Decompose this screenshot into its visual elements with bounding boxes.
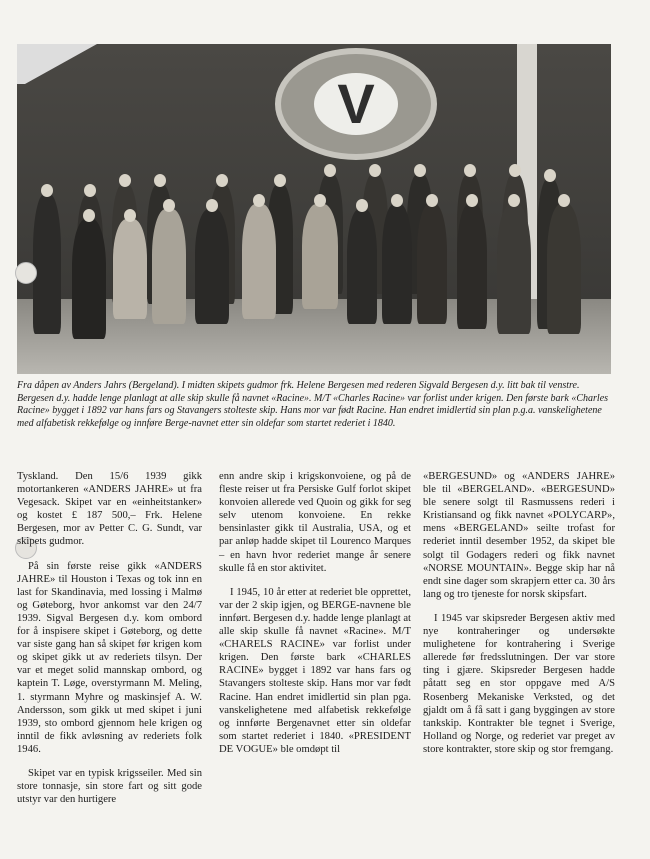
paragraph: enn andre skip i krigskonvoiene, og på de fleste reiser ut fra Persiske Gulf forlot skipet konvoien allerede ved Quoin og gikk for seg selv utenom konvoiene. En rekke bensinlaster gikk til Australia, USA, og et par anløp hadde skipet til Lourenco Marques – en havn hvor rederiet mange år senere skulle få en stor aktivitet. <box>219 471 411 574</box>
person <box>242 204 276 319</box>
person <box>302 204 338 309</box>
person <box>195 209 229 324</box>
text-column-2 <box>219 470 411 767</box>
text-column-1 <box>17 470 202 817</box>
person <box>72 219 106 339</box>
person <box>33 194 61 334</box>
person <box>152 209 186 324</box>
emblem-letter: V <box>314 73 398 135</box>
paragraph: Skipet var en typisk krigsseiler. Med sin store tonnasje, sin store fart og sitt gode utstyr var den hurtigere <box>17 767 202 806</box>
paragraph: På sin første reise gikk «ANDERS JAHRE» til Houston i Texas og tok inn en last for Skandinavia, med lossing i Malmø og Gøteborg, hvor ankomst var den 24/7 1939. Sigval Bergesen d.y. kom ombord for å inspisere skipet i Gøteborg, og dette var siste gang han så skipet før krigen kom og skipet gikk ut av rederiets tilsyn. Der var et meget solid mannskap ombord, og kaptein T. Løge, overstyrmann M. Meling, 1. styrmann Myhre og maskinsjef A. W. Andersson, som gikk ut med skipet i juni 1939, sto ombord gjennom hele krigen og inntil de fikk avløsning av rederiets folk 1946. <box>17 560 202 755</box>
paragraph: I 1945, 10 år etter at rederiet ble opprettet, var der 2 skip igjen, og BERGE-navnene ble innført. Bergesen d.y. hadde lenge planlagt at alle skip skulle få navnet «Racine». M/T «CHARELS RACINE» var forlist under krigen. Den første bark «CHARLES RACINE» bygget i 1892 var hans fars og Stavangers stolteste skip. Hans mor var født Racine. Han endret imidlertid sin plan pga. vanskelighetene med alfabetisk rekkefølge og innførte Bergenavnet etter sin oldefar som startet rederiet i 1840. «PRESIDENT DE VOGUE» ble omdøpt til <box>219 586 411 755</box>
binder-hole <box>15 262 37 284</box>
person <box>417 204 447 324</box>
person <box>347 209 377 324</box>
paragraph: Tyskland. Den 15/6 1939 gikk motortankeren «ANDERS JAHRE» ut fra Vegesack. Skipet var en «einheitstanker» og kostet £ 187 500,– Frk. Helene Bergesen, mor av Petter C. G. Sundt, var skipets gudmor. <box>17 471 202 548</box>
person <box>457 204 487 329</box>
paragraph: I 1945 var skipsreder Bergesen aktiv med nye kontraheringer og undersøkte mulighetene for kontrahering i Sverige allerede før fredsslutningen. Der var store ting i gjære. Skipsreder Bergesen hadde påtatt seg en stor oppgave med A/S Rosenberg Mekaniske Verksted, og det gjaldt om å få satt i gang byggingen av store tankskip. Kontrakter ble tegnet i Sverige, Holland og Norge, og rederiet var preget av store kontrakter, store skip og stor fremgang. <box>423 612 615 755</box>
caption-line: Fra dåpen av Anders Jahrs (Bergeland). I midten skipets gudmor frk. Helene Bergesen med rederen Sigvald Bergesen d.y. litt bak til venstre. <box>17 380 580 391</box>
paragraph: «BERGESUND» og «ANDERS JAHRE» ble til «BERGELAND». «BERGESUND» ble senere solgt til Rasmussens rederi i Kristiansand og fikk navnet «POLYCARP», mens «BERGELAND» seilte trofast for rederiet inntil desember 1952, da skipet ble solgt til Godagers rederi og fikk navnet «NORSE MOUNTAIN». Begge skip har nå endt sine dager som skrapjern etter ca. 30 års lang og tro tjeneste for norsk skipsfart. <box>423 471 615 600</box>
person <box>547 204 581 334</box>
photo-caption <box>17 380 617 430</box>
people-group <box>17 44 611 374</box>
caption-body: Bergesen d.y. hadde lenge planlagt at alle skip skulle få navnet «Racine». M/T «Charles Racine» var forlist under krigen. Den første bark «Charles Racine» bygget i 1892 var hans fars og Stavangers stolteste skip. Hans mor var født Racine. Han endret imidlertid sin plan p.g.a. vanskelighetene med alfabetisk rekkefølge og innføre Berge-navnet etter sin oldefar som startet rederiet i 1840. <box>17 392 609 429</box>
text-column-3 <box>423 470 615 767</box>
group-photo <box>17 44 611 374</box>
person <box>497 204 531 334</box>
person <box>382 204 412 324</box>
person <box>113 219 147 319</box>
